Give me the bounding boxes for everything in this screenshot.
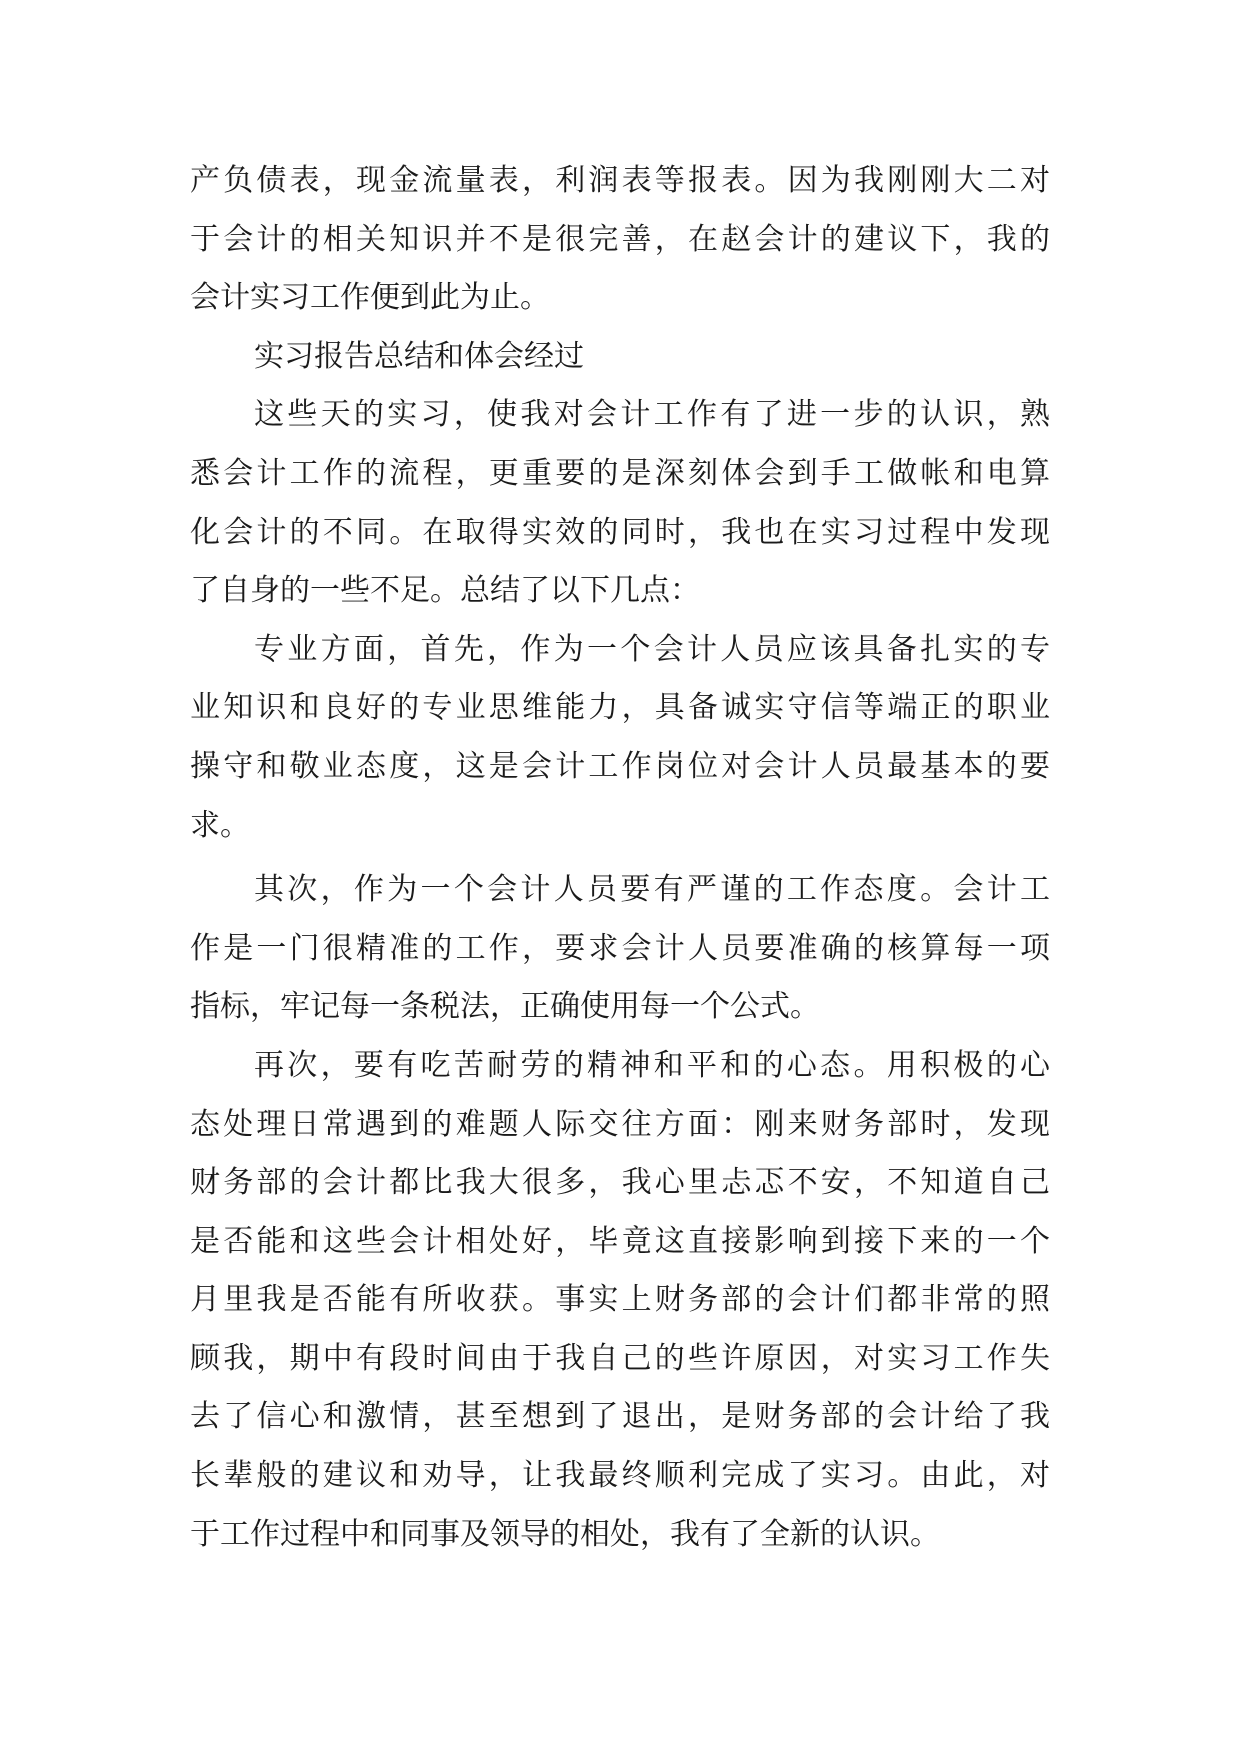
text-line: 长辈般的建议和劝导，让我最终顺利完成了实习。由此，对	[190, 1458, 1050, 1494]
heading-line: 实习报告总结和体会经过	[254, 338, 584, 374]
text-line: 专业方面，首先，作为一个会计人员应该具备扎实的专	[254, 631, 1050, 667]
text-line: 这些天的实习，使我对会计工作有了进一步的认识，熟	[254, 397, 1050, 433]
text-line: 去了信心和激情，甚至想到了退出，是财务部的会计给了我	[190, 1399, 1050, 1435]
text-line: 了自身的一些不足。总结了以下几点：	[190, 573, 700, 609]
text-line: 于会计的相关知识并不是很完善，在赵会计的建议下，我的	[190, 221, 1050, 257]
text-line: 再次，要有吃苦耐劳的精神和平和的心态。用积极的心	[254, 1047, 1050, 1083]
text-line: 态处理日常遇到的难题人际交往方面：刚来财务部时，发现	[190, 1106, 1050, 1142]
section-heading	[190, 328, 1050, 387]
text-line: 是否能和这些会计相处好，毕竟这直接影响到接下来的一个	[190, 1223, 1050, 1259]
paragraph-rigorous-attitude	[190, 861, 1050, 1037]
text-line: 于工作过程中和同事及领导的相处，我有了全新的认识。	[190, 1516, 940, 1552]
text-line: 其次，作为一个会计人员要有严谨的工作态度。会计工	[254, 872, 1050, 908]
paragraph-hardworking-spirit	[190, 1037, 1050, 1564]
document-body	[190, 152, 1050, 1564]
text-line: 业知识和良好的专业思维能力，具备诚实守信等端正的职业	[190, 690, 1050, 726]
text-line: 月里我是否能有所收获。事实上财务部的会计们都非常的照	[190, 1282, 1050, 1318]
text-line: 指标，牢记每一条税法，正确使用每一个公式。	[190, 989, 820, 1025]
text-line: 悉会计工作的流程，更重要的是深刻体会到手工做帐和电算	[190, 455, 1050, 491]
text-line: 化会计的不同。在取得实效的同时，我也在实习过程中发现	[190, 514, 1050, 550]
paragraph-professional-aspect	[190, 621, 1050, 855]
text-line: 操守和敬业态度，这是会计工作岗位对会计人员最基本的要	[190, 748, 1050, 784]
text-line: 求。	[190, 807, 250, 843]
text-line: 财务部的会计都比我大很多，我心里忐忑不安，不知道自己	[190, 1165, 1050, 1201]
text-line: 作是一门很精准的工作，要求会计人员要准确的核算每一项	[190, 930, 1050, 966]
paragraph-balance-sheet-continuation	[190, 152, 1050, 328]
text-line: 产负债表，现金流量表，利润表等报表。因为我刚刚大二对	[190, 163, 1050, 198]
text-line: 会计实习工作便到此为止。	[190, 280, 550, 316]
paragraph-internship-summary	[190, 386, 1050, 620]
text-line: 顾我，期中有段时间由于我自己的些许原因，对实习工作失	[190, 1340, 1050, 1376]
